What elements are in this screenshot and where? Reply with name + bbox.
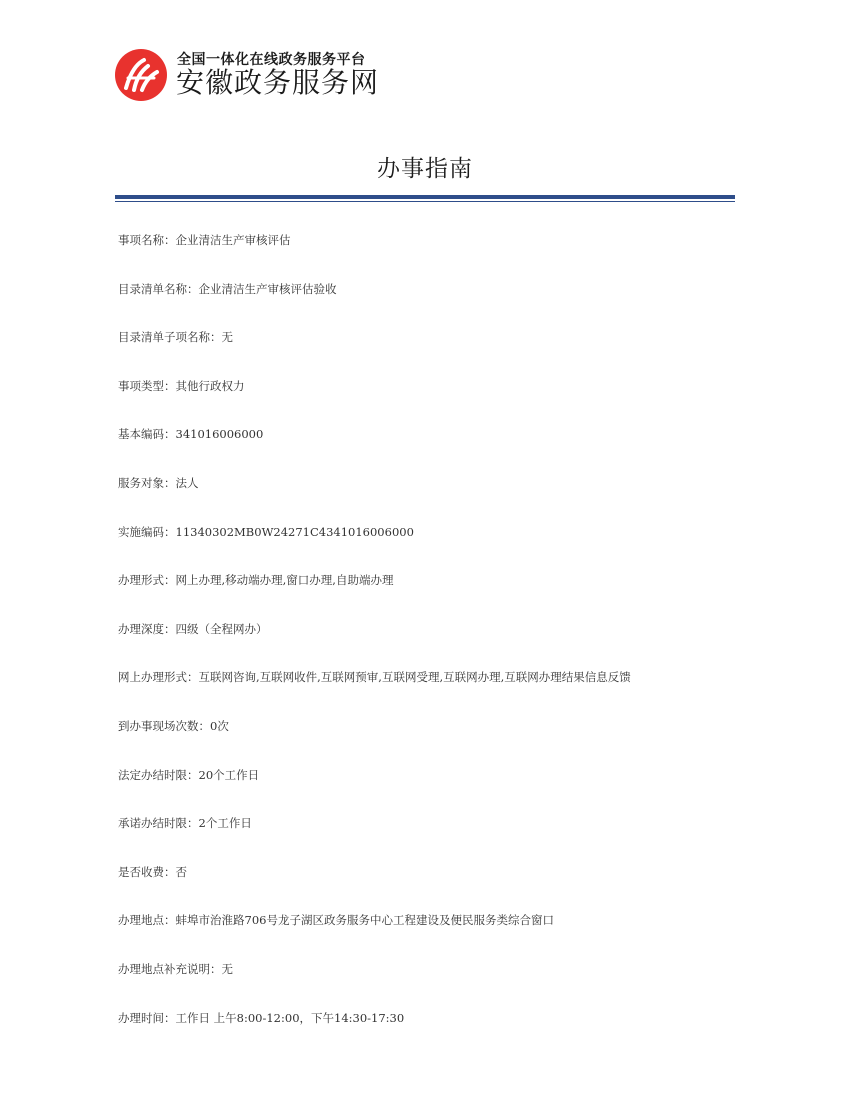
field-online-handling-form: 网上办理形式：互联网咨询,互联网收件,互联网预审,互联网受理,互联网办理,互联网办理结果信息反馈	[118, 670, 631, 685]
brand-name: 安徽政务服务网	[176, 66, 380, 99]
field-location: 办理地点：蚌埠市治淮路706号龙子湖区政务服务中心工程建设及便民服务类综合窗口	[118, 913, 554, 928]
field-catalog-subitem: 目录清单子项名称：无	[118, 330, 233, 345]
field-office-hours: 办理时间：工作日 上午8:00-12:00，下午14:30-17:30	[118, 1010, 405, 1025]
field-fee: 是否收费：否	[118, 864, 187, 879]
brand-subtitle: 全国一体化在线政务服务平台	[177, 52, 366, 68]
field-location-note: 办理地点补充说明：无	[118, 961, 233, 976]
field-basic-code: 基本编码：341016006000	[118, 427, 264, 442]
field-implementation-code: 实施编码：11340302MB0W24271C4341016006000	[118, 524, 414, 539]
field-handling-form: 办理形式：网上办理,移动端办理,窗口办理,自助端办理	[118, 573, 394, 588]
field-item-name: 事项名称：企业清洁生产审核评估	[118, 233, 291, 247]
anhui-logo-icon	[114, 48, 168, 102]
field-catalog-name: 目录清单名称：企业清洁生产审核评估验收	[118, 281, 337, 296]
site-header	[114, 46, 514, 106]
field-visit-count: 到办事现场次数：0次	[118, 718, 229, 733]
field-item-type: 事项类型：其他行政权力	[118, 378, 245, 393]
guide-fields	[118, 231, 738, 1057]
field-service-target: 服务对象：法人	[118, 475, 199, 490]
title-divider-thin	[115, 201, 735, 202]
field-legal-time-limit: 法定办结时限：20个工作日	[118, 767, 260, 782]
title-divider-thick	[115, 195, 735, 199]
page-title: 办事指南	[377, 156, 473, 182]
field-handling-depth: 办理深度：四级（全程网办）	[118, 621, 268, 636]
field-promised-time-limit: 承诺办结时限：2个工作日	[118, 816, 252, 831]
